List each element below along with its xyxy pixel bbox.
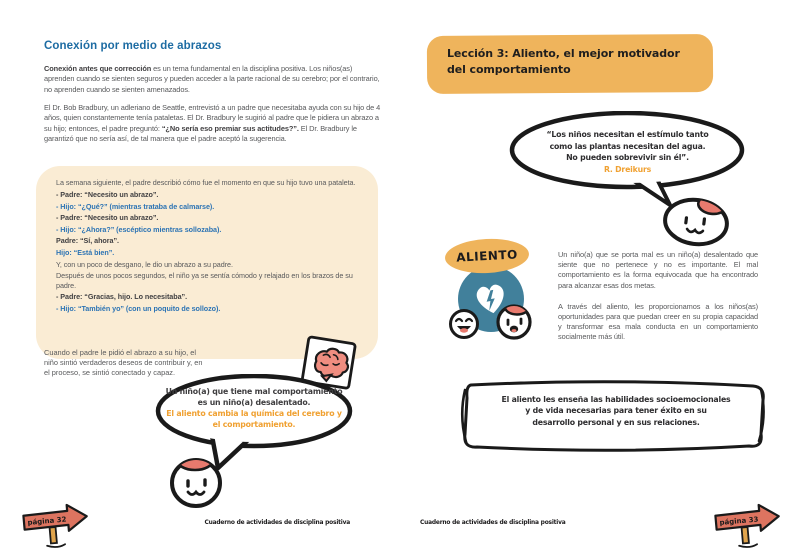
smiling-face-icon	[494, 302, 534, 342]
bubble-line-accent: el comportamiento.	[212, 419, 296, 429]
banner-text	[472, 394, 760, 428]
right-page-footer: Cuaderno de actividades de disciplina positiva	[420, 520, 566, 526]
closing-paragraph: Cuando el padre le pidió el abrazo a su hijo, el niño sintió verdaderos deseos de contribuir y, en el proceso, se sintió conectado y capaz.	[44, 348, 203, 378]
story-paragraph-post: El Dr. Bradbury le garantizó que no sería así, de tal manera que el padre aceptó la sugerencia.	[44, 123, 357, 143]
right-paragraph-2: A través del aliento, les proporcionamos a los niños(as) oportunidades para que puedan creer en su propia capacidad y transformar esa mala conducta en un comportamiento socialmente más útil.	[558, 301, 758, 342]
character-face-icon	[658, 196, 734, 248]
story-paragraph-pre: El Dr. Bob Bradbury, un adleriano de Seattle, entrevistó a un padre que necesitaba ayuda con su hijo de 4 años, quien constantemente tenía pataletas. El Dr. Bradbury le sugirió al padre que le pidiera un abrazo a su hijo; entonces, el padre preguntó:	[44, 103, 381, 133]
lesson-title-line: Lección 3: Aliento, el mejor motivador	[447, 47, 680, 60]
banner-line: El aliento les enseña las habilidades socioemocionales	[501, 395, 731, 404]
right-paragraph-1: Un niño(a) que se porta mal es un niño(a) desalentado que siente que no pertenece y no es importante. El mal comportamiento es la forma equivocada que ha encontrado para alcanzar esas dos metas.	[558, 250, 758, 290]
left-page-title: Conexión por medio de abrazos	[44, 40, 222, 52]
aliento-label: ALIENTO	[455, 247, 519, 265]
dialogue-line: Padre: “Sí, ahora”.	[56, 236, 119, 246]
dialogue-line: - Hijo: “¿Qué?” (mientras trataba de calmarse).	[56, 201, 215, 211]
right-body-column	[558, 250, 758, 343]
dialogue-line: Hijo: “Está bien”.	[56, 247, 115, 257]
dialogue-line: Y, con un poco de desgano, le dio un abrazo a su padre.	[56, 259, 233, 269]
page-number-signpost-right	[710, 503, 784, 551]
quote-author: R. Dreikurs	[603, 164, 652, 174]
aliento-badge	[444, 237, 530, 275]
bubble-text-left	[160, 387, 348, 431]
page-number-signpost-left	[18, 503, 92, 551]
bubble-line: es un niño(a) desalentado.	[197, 397, 311, 407]
quote-line: “Los niños necesitan el estímulo tanto	[546, 130, 709, 139]
right-page-number: página 33	[719, 515, 759, 527]
bubble-line-accent: El aliento cambia la química del cerebro y	[166, 408, 342, 418]
left-page-footer: Cuaderno de actividades de disciplina positiva	[204, 520, 350, 526]
laughing-face-icon	[447, 307, 481, 341]
quote-line: como las plantas necesitan del agua.	[549, 141, 706, 151]
character-face-icon	[168, 456, 224, 510]
dialogue-line: - Hijo: “¿Ahora?” (escéptico mientras sollozaba).	[56, 224, 222, 234]
dialogue-line: - Padre: “Necesito un abrazo”.	[56, 213, 159, 223]
left-page-number: página 32	[27, 515, 67, 527]
banner-line: y de vida necesarias para tener éxito en su	[525, 406, 707, 416]
story-paragraph	[44, 103, 382, 144]
quote-line: No pueden sobrevivir sin él”.	[566, 153, 689, 163]
intro-paragraph-rest: es un tema fundamental en la disciplina positiva. Los niños(as) aprenden cuando se sienten seguros y pueden acceder a la parte racional de su cerebro; por el contrario, no aprenden cuando se sienten amenazados.	[44, 64, 380, 94]
quote-text	[536, 129, 719, 175]
dialogue-line: - Padre: “Gracias, hijo. Lo necesitaba”.	[56, 292, 188, 302]
banner-line: desarrollo personal y en sus relaciones.	[532, 417, 700, 427]
lesson-title	[447, 46, 707, 77]
lesson-title-line: del comportamiento	[447, 62, 571, 76]
bubble-line: Un niño(a) que tiene mal comportamiento	[165, 387, 343, 396]
intro-paragraph	[44, 64, 382, 95]
dialogue-line: - Padre: “Necesito un abrazo”.	[56, 190, 159, 199]
story-paragraph-quote: “¿No sería eso premiar sus actitudes?”.	[161, 123, 299, 133]
dialogue-intro: La semana siguiente, el padre describió cómo fue el momento en que su hijo tuvo una pataleta.	[56, 178, 356, 187]
dialogue-line: - Hijo: “También yo” (con un poquito de sollozo).	[56, 303, 221, 313]
dialogue-line: Después de unos pocos segundos, el niño ya se sentía cómodo y relajado en los brazos de su padre.	[56, 271, 353, 290]
intro-paragraph-bold: Conexión antes que corrección	[44, 64, 152, 73]
